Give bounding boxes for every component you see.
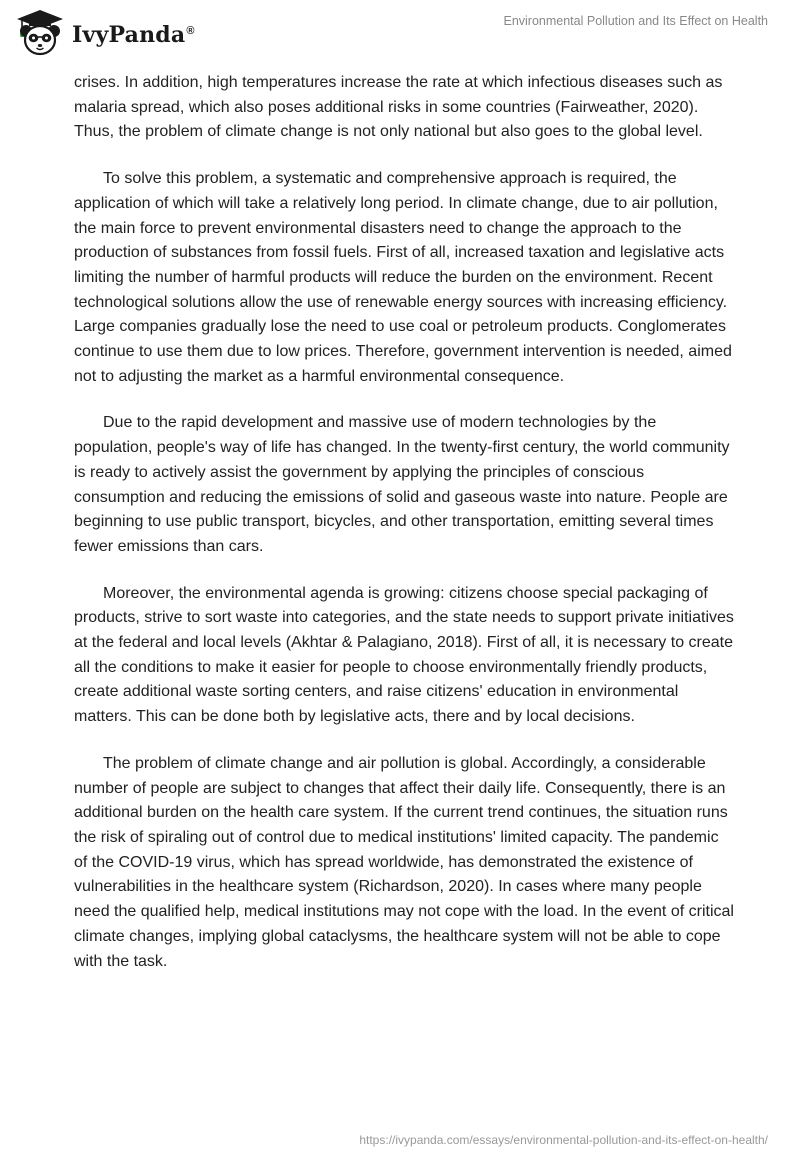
page-header [0, 0, 800, 70]
paragraph-2: To solve this problem, a systematic and comprehensive approach is required, the application of which will take a relatively long period. In climate change, due to air pollution, the main force to prevent environmental disasters need to change the approach to the production of substances from fossil fuels. First of all, increased taxation and legislative acts limiting the number of harmful products will reduce the burden on the environment. Recent technological solutions allow the use of renewable energy sources with increasing efficiency. Large companies gradually lose the need to use coal or petroleum products. Conglomerates continue to use them due to low prices. Therefore, government intervention is needed, aimed not to adjusting the market as a harmful environmental consequence. [74, 170, 732, 385]
paragraph-4: Moreover, the environmental agenda is growing: citizens choose special packaging of products, strive to sort waste into categories, and the state needs to support private initiatives at the federal and local levels (Akhtar & Palagiano, 2018). First of all, it is necessary to create all the conditions to make it easier for people to choose environmentally friendly products, create additional waste sorting centers, and raise citizens' education in environmental matters. This can be done both by legislative acts, there and by local decisions. [74, 584, 734, 726]
registered-mark: ® [186, 24, 195, 37]
source-url-link[interactable]: https://ivypanda.com/essays/environmental-pollution-and-its-effect-on-health/ [359, 1133, 768, 1147]
brand-name-text: IvyPanda [72, 22, 186, 48]
essay-body [74, 71, 734, 996]
document-title: Environmental Pollution and Its Effect on Health [503, 14, 768, 28]
panda-graduate-logo-icon [14, 7, 66, 59]
paragraph-5: The problem of climate change and air pollution is global. Accordingly, a considerable number of people are subject to changes that affect their daily life. Consequently, there is an additional burden on the health care system. If the current trend continues, the situation runs the risk of spiraling out of control due to medical institutions' limited capacity. The pandemic of the COVID-19 virus, which has spread worldwide, has demonstrated the existence of vulnerabilities in the healthcare system (Richardson, 2020). In cases where many people need the qualified help, medical institutions may not cope with the load. In the event of critical climate changes, implying global cataclysms, the healthcare system will not be able to cope with the task. [74, 754, 734, 970]
paragraph-3: Due to the rapid development and massive use of modern technologies by the population, people's way of life has changed. In the twenty-first century, the world community is ready to actively assist the government by applying the principles of conscious consumption and reducing the emissions of solid and gaseous waste into nature. People are beginning to use public transport, bicycles, and other transportation, emitting several times fewer emissions than cars. [74, 414, 730, 555]
brand-name [72, 22, 195, 48]
paragraph-1: crises. In addition, high temperatures increase the rate at which infectious diseases such as malaria spread, which also poses additional risks in some countries (Fairweather, 2020). Thus, the problem of climate change is not only national but also goes to the global level. [74, 74, 723, 141]
ivypanda-logo-link[interactable] [14, 8, 195, 58]
